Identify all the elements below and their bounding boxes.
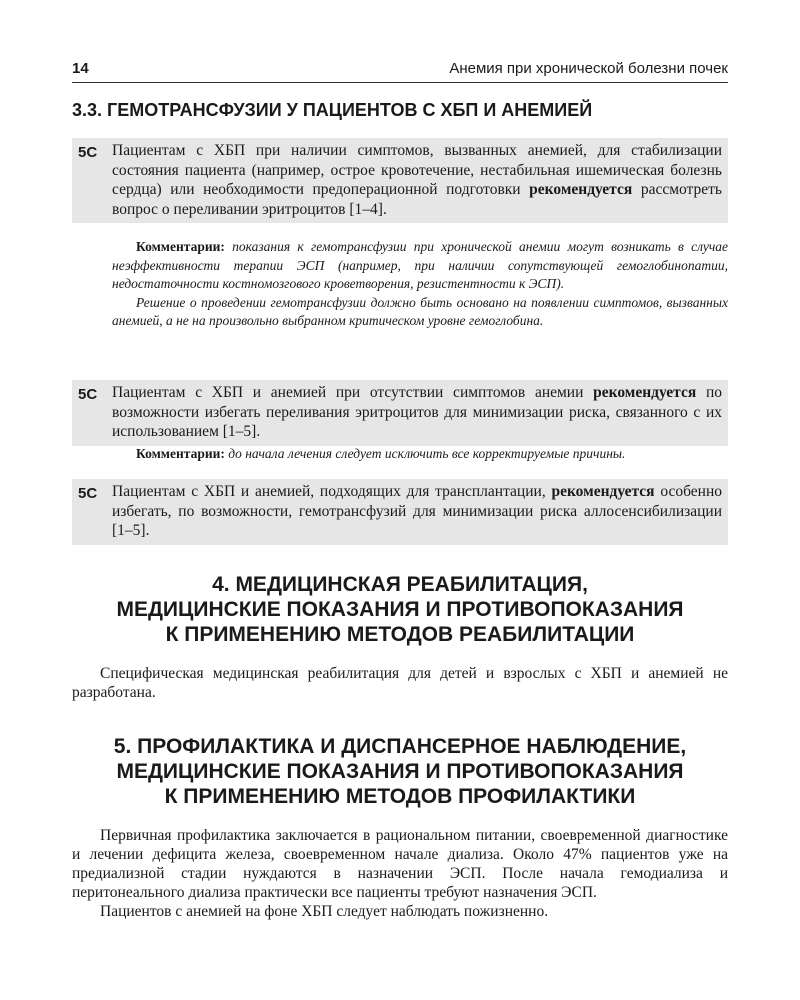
recommendation-text-end: рассмотреть вопрос о переливании эритроцитов [1–4]. [112, 181, 722, 218]
comment-text: показания к гемотрансфузии при хронической анемии могут возникать в случае неэффективности терапии ЭСП (например, при наличии сопутствующей гемоглобинопатии, недостаточности костномозгового кроветворения, резистентности к ЭСП). [112, 239, 728, 291]
recommendation-1 [72, 138, 728, 223]
comment-label: Комментарии: [136, 446, 225, 461]
recommendation-keyword: рекомендуется [593, 384, 697, 401]
comment-label: Комментарии: [136, 239, 225, 254]
section-5-paragraph-1: Первичная профилактика заключается в рациональном питании, своевременной диагностике и лечении дефицита железа, своевременном начале диализа. Около 47% пациентов уже на предиализной стадии нуждаются в назначении ЭСП. После начала гемодиализа и перитонеального диализа практически все пациенты требуют назначения ЭСП. [72, 827, 728, 901]
page-header [72, 58, 728, 83]
recommendation-keyword: рекомендуется [551, 483, 655, 500]
section-5-title [72, 734, 728, 809]
section-5-title-line-1: 5. ПРОФИЛАКТИКА И ДИСПАНСЕРНОЕ НАБЛЮДЕНИЕ, [113, 735, 687, 758]
comment-1 [112, 238, 728, 331]
evidence-level: 5C [78, 485, 98, 502]
comment-text-2: Решение о проведении гемотрансфузии должно быть основано на появлении симптомов, вызванных анемией, а не на произвольно выбранном критическом уровне гемоглобина. [112, 294, 728, 328]
running-title: Анемия при хронической болезни почек [449, 60, 728, 77]
page-number: 14 [72, 60, 89, 77]
recommendation-text: Пациентам с ХБП и анемией при отсутствии симптомов анемии [112, 384, 594, 401]
section-4-title-line-3: К ПРИМЕНЕНИЮ МЕТОДОВ РЕАБИЛИТАЦИИ [165, 623, 635, 646]
recommendation-2 [72, 380, 728, 446]
recommendation-text: Пациентам с ХБП и анемией, подходящих для трансплантации, [112, 483, 552, 500]
section-5-title-line-3: К ПРИМЕНЕНИЮ МЕТОДОВ ПРОФИЛАКТИКИ [164, 785, 636, 808]
section-5-paragraph-2: Пациентов с анемией на фоне ХБП следует наблюдать пожизненно. [100, 903, 549, 920]
section-4-body [72, 664, 728, 702]
section-5-body [72, 826, 728, 921]
evidence-level: 5C [78, 144, 98, 161]
section-4-title [72, 572, 728, 647]
section-3-3-title: 3.3. ГЕМОТРАНСФУЗИИ У ПАЦИЕНТОВ С ХБП И АНЕМИЕЙ [72, 100, 593, 120]
section-4-title-line-2: МЕДИЦИНСКИЕ ПОКАЗАНИЯ И ПРОТИВОПОКАЗАНИЯ [116, 598, 684, 621]
recommendation-text-end: особенно избегать, по возможности, гемотрансфузий для минимизации риска аллосенсибилизации [1–5]. [112, 483, 722, 539]
section-4-title-line-1: 4. МЕДИЦИНСКАЯ РЕАБИЛИТАЦИЯ, [212, 573, 588, 596]
recommendation-text: Пациентам с ХБП при наличии симптомов, вызванных анемией, для стабилизации состояния пациента (например, острое кровотечение, нестабильная ишемическая болезнь сердца) или необходимости предоперационной подготовки [112, 142, 722, 198]
comment-2 [112, 445, 728, 464]
comment-text: до начала лечения следует исключить все корректируемые причины. [224, 446, 626, 461]
recommendation-text-end: по возможности избегать переливания эритроцитов для минимизации риска, связанного с их использованием [1–5]. [112, 384, 723, 440]
section-4-paragraph: Специфическая медицинская реабилитация для детей и взрослых с ХБП и анемией не разработана. [72, 665, 728, 701]
recommendation-3 [72, 479, 728, 545]
evidence-level: 5C [78, 386, 98, 403]
recommendation-keyword: рекомендуется [529, 181, 633, 198]
section-5-title-line-2: МЕДИЦИНСКИЕ ПОКАЗАНИЯ И ПРОТИВОПОКАЗАНИЯ [116, 760, 684, 783]
